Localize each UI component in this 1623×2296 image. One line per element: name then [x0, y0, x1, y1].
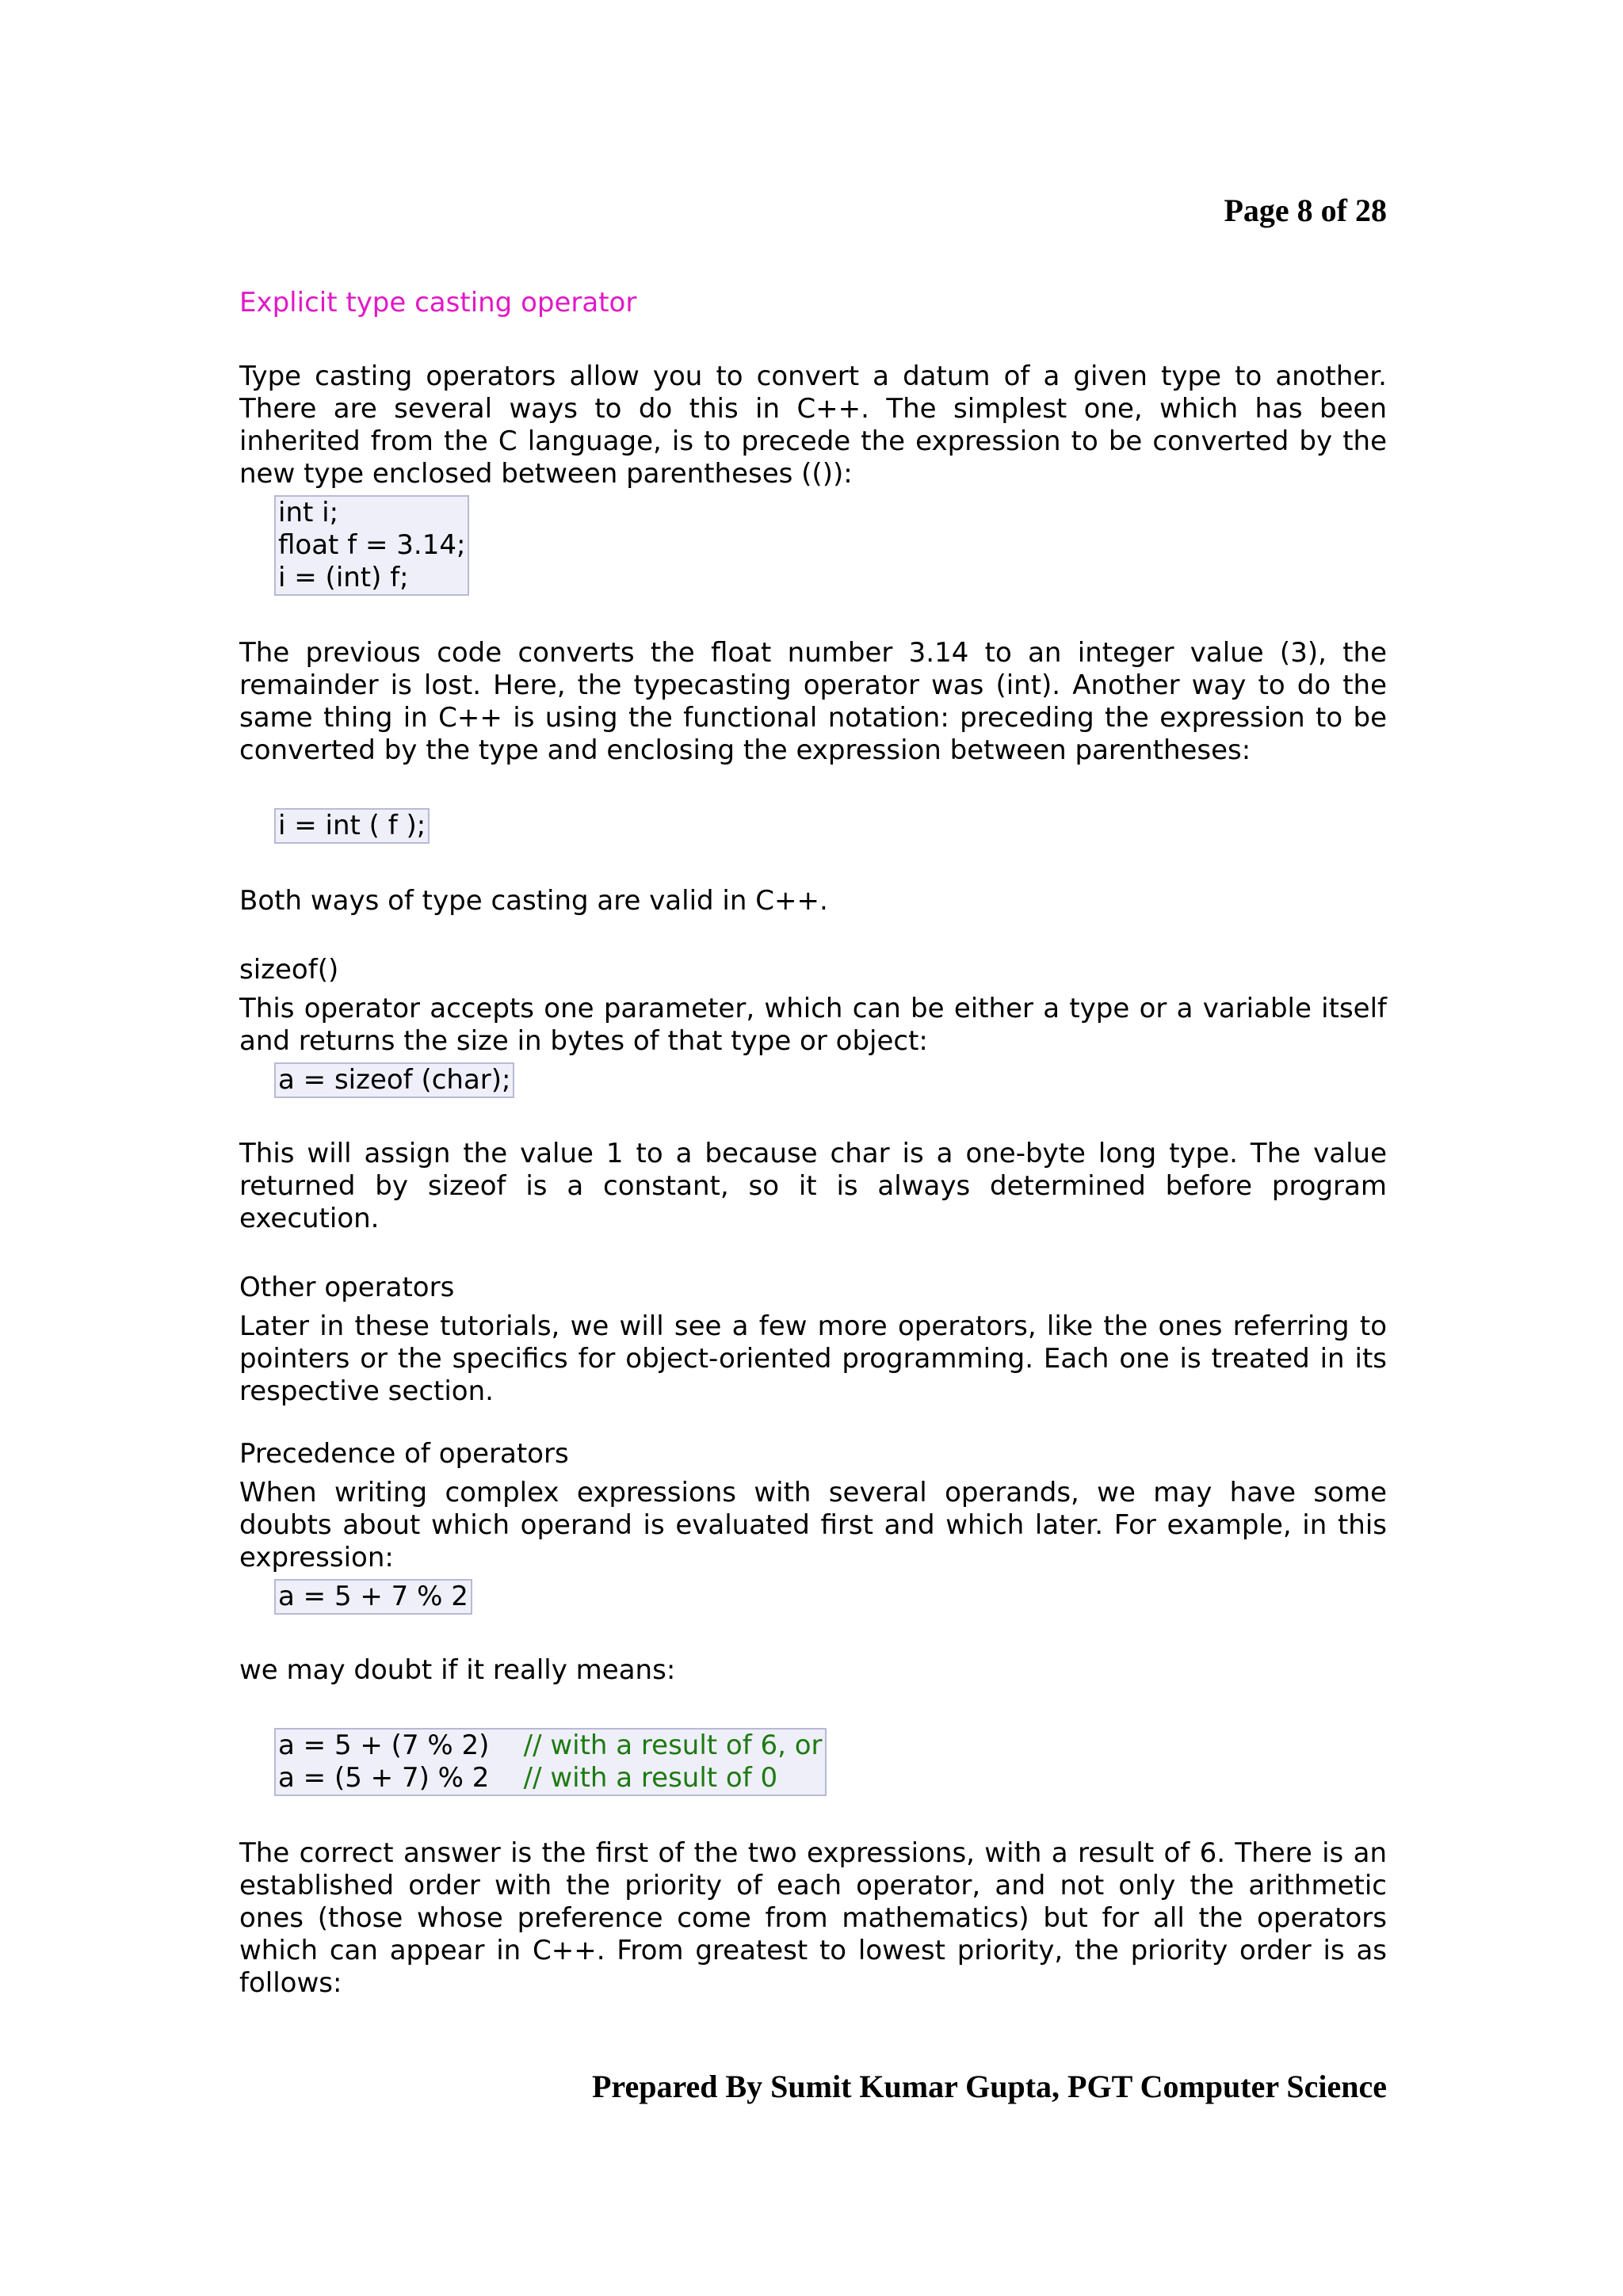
code-box [274, 495, 469, 596]
section-title-sizeof: sizeof() [239, 954, 339, 986]
code-box: a = 5 + 7 % 2 [274, 1579, 472, 1615]
code-block-alternatives [274, 1728, 1387, 1796]
paragraph-functional-notation: The previous code converts the float number 3.14 to an integer value (3), the remainder is lost. Here, the typecasting operator was (int). Another way to do the same thing in C++ is using the functional notation: preceding the expression to be converted by the type and enclosing the expression between parentheses: [239, 637, 1387, 766]
code-line [278, 1762, 823, 1794]
code-comment: // with a result of 6, or [523, 1730, 823, 1761]
code-line [278, 1730, 823, 1762]
code-text: a = (5 + 7) % 2 [278, 1762, 490, 1794]
code-box [274, 1728, 827, 1796]
paragraph-doubt: we may doubt if it really means: [239, 1654, 676, 1686]
paragraph-correct-answer: The correct answer is the first of the two expressions, with a result of 6. There is an established order with the priority of each operator, and not only the arithmetic ones (those whose preference come from mathematics) but for all the operators which can appear in C++. From greatest to lowest priority, the priority order is as follows: [239, 1837, 1387, 1999]
paragraph-precedence-intro: When writing complex expressions with several operands, we may have some doubts about which operand is evaluated first and which later. For example, in this expression: [239, 1477, 1387, 1573]
code-box: i = int ( f ); [274, 808, 430, 844]
footer-credit: Prepared By Sumit Kumar Gupta, PGT Computer Science [592, 2069, 1387, 2104]
code-text: a = 5 + (7 % 2) [278, 1730, 490, 1761]
section-title-other-operators: Other operators [239, 1272, 455, 1303]
paragraph-type-casting-intro: Type casting operators allow you to convert a datum of a given type to another. There are several ways to do this in C++. The simplest one, which has been inherited from the C language, is to precede the expression to be converted by the new type enclosed between parentheses (()): [239, 360, 1387, 490]
paragraph-sizeof-intro: This operator accepts one parameter, which can be either a type or a variable itself and returns the size in bytes of that type or object: [239, 993, 1387, 1057]
document-body [239, 287, 1387, 2000]
section-title-precedence: Precedence of operators [239, 1438, 569, 1470]
code-line: int i; [278, 497, 339, 528]
code-block-cast [274, 495, 1387, 596]
code-block-sizeof [274, 1062, 1387, 1098]
code-block-expression [274, 1579, 1387, 1615]
paragraph-other-operators: Later in these tutorials, we will see a few more operators, like the ones referring to pointers or the specifics for object-oriented programming. Each one is treated in its respective section. [239, 1310, 1387, 1407]
code-block-functional [274, 808, 1387, 844]
code-box: a = sizeof (char); [274, 1062, 514, 1098]
code-line: float f = 3.14; [278, 529, 466, 561]
code-comment: // with a result of 0 [523, 1762, 778, 1794]
code-line: i = (int) f; [278, 562, 409, 593]
paragraph-sizeof-result: This will assign the value 1 to a because char is a one-byte long type. The value returned by sizeof is a constant, so it is always determined before program execution. [239, 1138, 1387, 1234]
paragraph-both-ways: Both ways of type casting are valid in C++. [239, 885, 828, 917]
section-title-type-casting: Explicit type casting operator [239, 287, 637, 318]
page-number: Page 8 of 28 [1224, 193, 1387, 228]
